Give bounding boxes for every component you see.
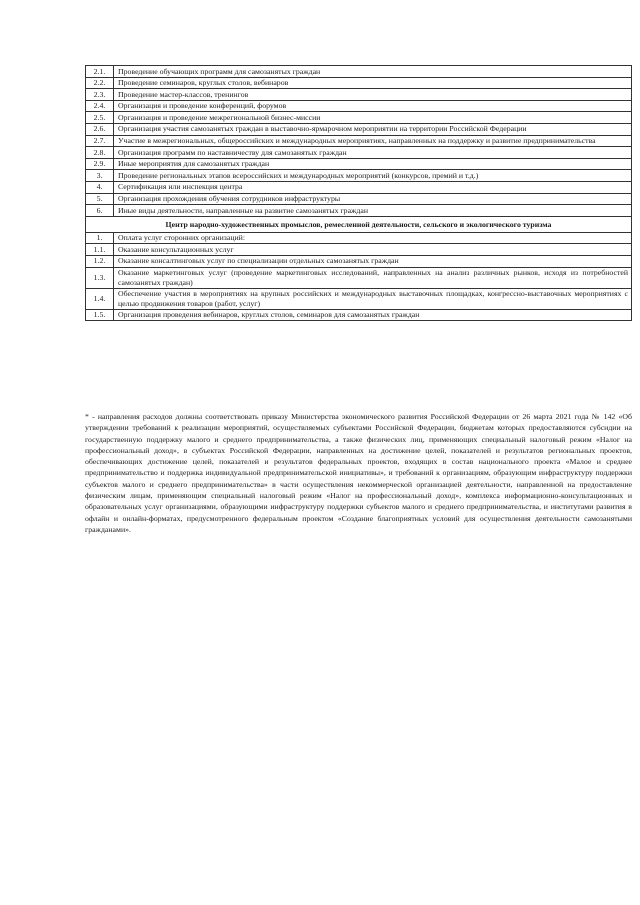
table-row (86, 100, 632, 112)
row-text: Организация программ по наставничеству для самозанятых граждан (114, 147, 632, 159)
table-row (86, 112, 632, 124)
row-number: 1.5. (86, 309, 114, 321)
row-text: Участие в межрегиональных, общероссийских и международных мероприятиях, направленных на поддержку и развитие предпринимательства (114, 135, 632, 147)
table-row (86, 193, 632, 205)
row-text: Проведение мастер-классов, тренингов (114, 89, 632, 101)
row-text: Сертификация или инспекция центра (114, 181, 632, 193)
table-row (86, 244, 632, 256)
row-text: Оказание маркетинговых услуг (проведение маркетинговых исследований, направленных на анализ различных рынков, исходя из потребностей самозанятых граждан) (114, 267, 632, 288)
row-number: 2.3. (86, 89, 114, 101)
row-number: 2.2. (86, 77, 114, 89)
row-text: Организация прохождения обучения сотрудников инфраструктуры (114, 193, 632, 205)
table-row (86, 309, 632, 321)
row-text: Иные виды деятельности, направленные на развитие самозанятых граждан (114, 205, 632, 217)
table-row (86, 123, 632, 135)
table-row (86, 89, 632, 101)
row-number: 1.1. (86, 244, 114, 256)
row-number: 2.9. (86, 158, 114, 170)
row-text: Обеспечение участия в мероприятиях на крупных российских и международных выставочных площадках, конгрессно-выставочных мероприятиях с целью продвижения товаров (работ, услуг) (114, 288, 632, 309)
row-number: 2.1. (86, 66, 114, 78)
row-number: 1.4. (86, 288, 114, 309)
table-row (86, 232, 632, 244)
row-text: Оплата услуг сторонних организаций: (114, 232, 632, 244)
row-text: Проведение обучающих программ для самозанятых граждан (114, 66, 632, 78)
row-text: Оказание консультационных услуг (114, 244, 632, 256)
table-body (86, 66, 632, 321)
footnote: * - направления расходов должны соответствовать приказу Министерства экономического развития Российской Федерации от 26 марта 2021 года № 142 «Об утверждении требований к реализации мероприятий, осуществляемых субъектами Российской Федерации, бюджетам которых предоставляются субсидии на государственную поддержку малого и среднего предпринимательства, а также физических лиц, применяющих специальный налоговый режим «Налог на профессиональный доход», в субъектах Российской Федерации, направленных на достижение целей, показателей и результатов региональных проектов, обеспечивающих достижение целей, показателей и результатов федеральных проектов, входящих в состав национального проекта «Малое и среднее предпринимательство и поддержка индивидуальной предпринимательской инициативы», и требований к организациям, образующим инфраструктуру поддержки субъектов малого и среднего предпринимательства» в части осуществления некоммерческой организацией деятельности, направленной на предоставление физическим лицам, применяющим специальный налоговый режим «Налог на профессиональный доход», комплекса информационно-консультационных и образовательных услуг организациями, образующими инфраструктуру поддержки субъектов малого и среднего предпринимательства, и институтами развития в офлайн и онлайн-форматах, предусмотренного федеральным проектом «Создание благоприятных условий для осуществления деятельности самозанятыми гражданами». (85, 412, 632, 534)
row-number: 2.5. (86, 112, 114, 124)
table-row (86, 288, 632, 309)
table-row (86, 181, 632, 193)
row-number: 4. (86, 181, 114, 193)
row-number: 2.7. (86, 135, 114, 147)
row-text: Организация и проведение конференций, форумов (114, 100, 632, 112)
table-row (86, 77, 632, 89)
table-row (86, 158, 632, 170)
table-row (86, 135, 632, 147)
row-text: Иные мероприятия для самозанятых граждан (114, 158, 632, 170)
table-row (86, 205, 632, 217)
row-number: 1. (86, 232, 114, 244)
table-row (86, 267, 632, 288)
table-row (86, 170, 632, 182)
table-row (86, 255, 632, 267)
section-heading: Центр народно-художественных промыслов, ремесленной деятельности, сельского и экологического туризма (86, 216, 632, 232)
row-text: Организация проведения вебинаров, круглых столов, семинаров для самозанятых граждан (114, 309, 632, 321)
row-number: 2.4. (86, 100, 114, 112)
row-text: Организация и проведение межрегиональной бизнес-миссии (114, 112, 632, 124)
row-text: Организация участия самозанятых граждан в выставочно-ярмарочном мероприятии на территории Российской Федерации (114, 123, 632, 135)
row-text: Оказание консалтинговых услуг по специализации отдельных самозанятых граждан (114, 255, 632, 267)
table-row (86, 66, 632, 78)
row-text: Проведение региональных этапов всероссийских и международных мероприятий (конкурсов, премий и т.д.) (114, 170, 632, 182)
expense-directions-table (85, 65, 632, 321)
table-row (86, 147, 632, 159)
row-number: 2.6. (86, 123, 114, 135)
row-number: 2.8. (86, 147, 114, 159)
row-number: 6. (86, 205, 114, 217)
row-text: Проведение семинаров, круглых столов, вебинаров (114, 77, 632, 89)
row-number: 3. (86, 170, 114, 182)
row-number: 5. (86, 193, 114, 205)
row-number: 1.3. (86, 267, 114, 288)
row-number: 1.2. (86, 255, 114, 267)
section-row (86, 216, 632, 232)
